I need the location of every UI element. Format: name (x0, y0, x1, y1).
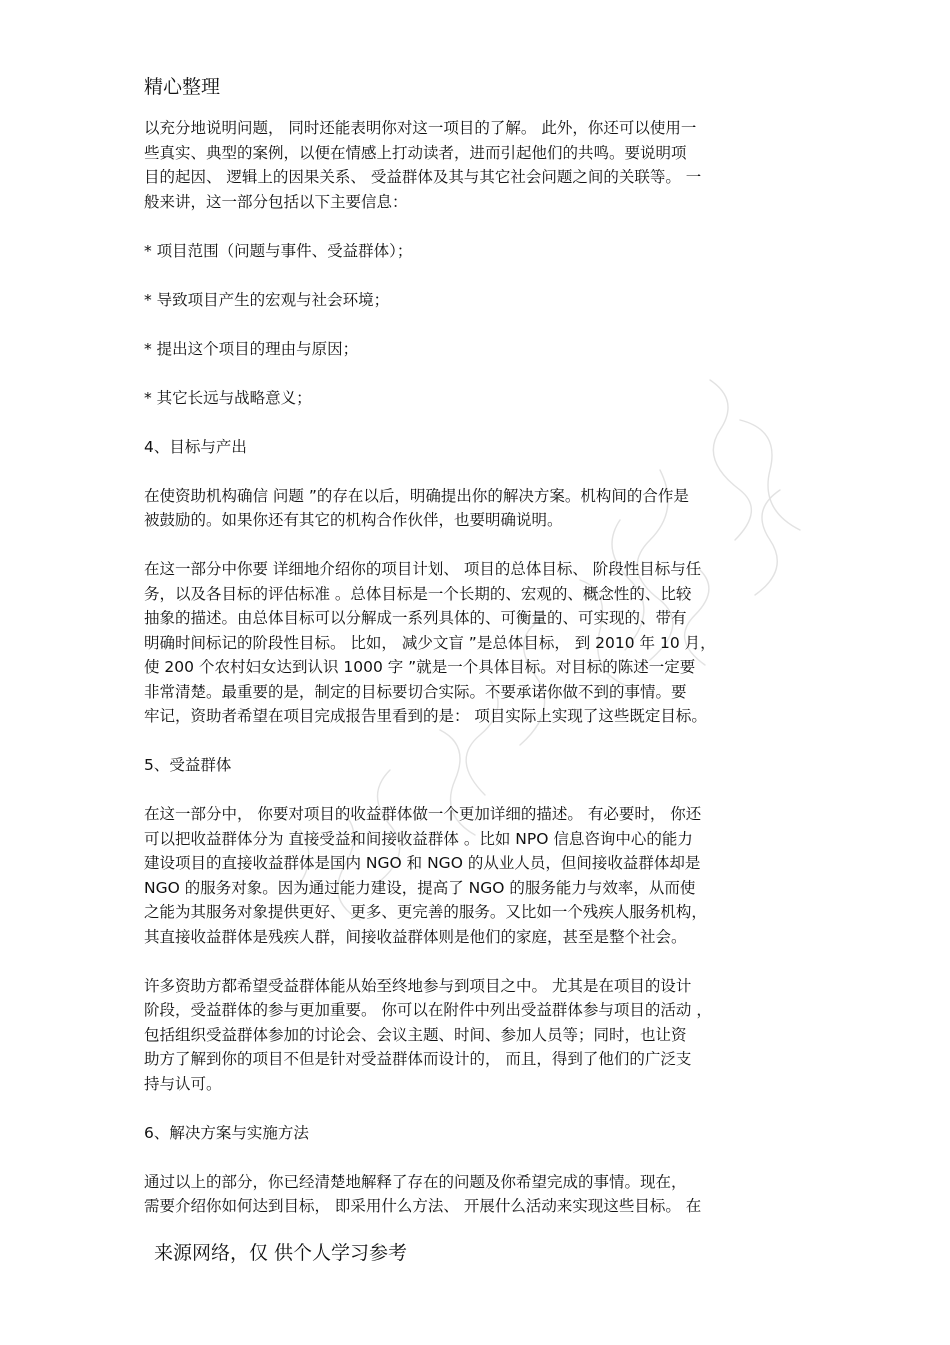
text-line: 被鼓励的。如果你还有其它的机构合作伙伴，也要明确说明。 (144, 511, 563, 529)
text-line: 可以把收益群体分为 直接受益和间接收益群体 。比如 NPO 信息咨询中心的能力 (144, 829, 693, 848)
bullet-item (144, 239, 816, 264)
text-line: 助方了解到你的项目不但是针对受益群体而设计的， 而且，得到了他们的广泛支 (144, 1050, 692, 1068)
text-line: 目的起因、 逻辑上的因果关系、 受益群体及其与其它社会问题之间的关联等。 一 (144, 168, 702, 186)
section-heading (144, 753, 816, 778)
text-line: 许多资助方都希望受益群体能从始至终地参与到项目之中。 尤其是在项目的设计 (144, 976, 692, 995)
text-line: 其直接收益群体是残疾人群，间接收益群体则是他们的家庭，甚至是整个社会。 (144, 927, 687, 946)
bullet-text: * 其它长远与战略意义； (144, 388, 312, 407)
section-heading-text: 5、受益群体 (144, 756, 232, 774)
text-line: 般来讲，这一部分包括以下主要信息： (144, 192, 408, 211)
paragraph (144, 802, 816, 949)
text-line: 非常清楚。最重要的是，制定的目标要切合实际。不要承诺你做不到的事情。要 (144, 682, 687, 701)
text-line: 抽象的描述。由总体目标可以分解成一系列具体的、可衡量的、可实现的、带有 (144, 609, 687, 627)
page-footer: 来源网络，仅 供个人学习参考 (154, 1242, 408, 1264)
section-heading-text: 4、目标与产出 (144, 437, 247, 456)
bullet-item (144, 337, 816, 362)
section-heading-text: 6、解决方案与实施方法 (144, 1123, 309, 1142)
text-line: 使 200 个农村妇女达到认识 1000 字 ”就是一个具体目标。对目标的陈述一定要 (144, 658, 696, 676)
section-heading (144, 1121, 816, 1146)
text-line: 通过以上的部分，你已经清楚地解释了存在的问题及你希望完成的事情。现在， (144, 1172, 687, 1191)
text-line: 持与认可。 (144, 1074, 222, 1093)
text-line: 在使资助机构确信 问题 ”的存在以后，明确提出你的解决方案。机构间的合作是 (144, 486, 689, 505)
text-line: 需要介绍你如何达到目标， 即采用什么方法、 开展什么活动来实现这些目标。 在 (144, 1197, 702, 1215)
text-line: 明确时间标记的阶段性目标。 比如， 减少文盲 ”是总体目标， 到 2010 年 10 月， (144, 633, 716, 652)
text-line: 阶段，受益群体的参与更加重要。 你可以在附件中列出受益群体参与项目的活动 ， (144, 1001, 712, 1019)
bullet-text: * 导致项目产生的宏观与社会环境； (144, 290, 390, 309)
text-line: 些真实、典型的案例，以便在情感上打动读者，进而引起他们的共鸣。要说明项 (144, 143, 687, 162)
paragraph (144, 484, 816, 533)
section-heading (144, 435, 816, 460)
text-line: 牢记，资助者希望在项目完成报告里看到的是： 项目实际上实现了这些既定目标。 (144, 707, 707, 725)
text-line: 以充分地说明问题， 同时还能表明你对这一项目的了解。 此外，你还可以使用一 (144, 119, 697, 137)
bullet-text: * 项目范围（问题与事件、受益群体）； (144, 241, 413, 260)
bullet-item (144, 386, 816, 411)
paragraph-intro (144, 116, 816, 214)
bullet-item (144, 288, 816, 313)
paragraph (144, 557, 816, 729)
text-line: 在这一部分中， 你要对项目的收益群体做一个更加详细的描述。 有必要时， 你还 (144, 805, 702, 823)
text-line: 务，以及各目标的评估标准 。总体目标是一个长期的、宏观的、概念性的、比较 (144, 584, 692, 603)
paragraph (144, 1170, 816, 1219)
paragraph (144, 974, 816, 1097)
bullet-text: * 提出这个项目的理由与原因； (144, 339, 359, 358)
document-body (144, 116, 816, 1219)
text-line: NGO 的服务对象。因为通过能力建设，提高了 NGO 的服务能力与效率，从而使 (144, 878, 696, 897)
text-line: 在这一部分中你要 详细地介绍你的项目计划、 项目的总体目标、 阶段性目标与任 (144, 560, 702, 578)
page-header: 精心整理 (144, 76, 221, 98)
text-line: 之能为其服务对象提供更好、 更多、更完善的服务。又比如一个残疾人服务机构， (144, 903, 707, 921)
text-line: 建设项目的直接收益群体是国内 NGO 和 NGO 的从业人员，但间接收益群体却是 (144, 854, 701, 872)
text-line: 包括组织受益群体参加的讨论会、会议主题、时间、参加人员等；同时，也让资 (144, 1025, 687, 1044)
